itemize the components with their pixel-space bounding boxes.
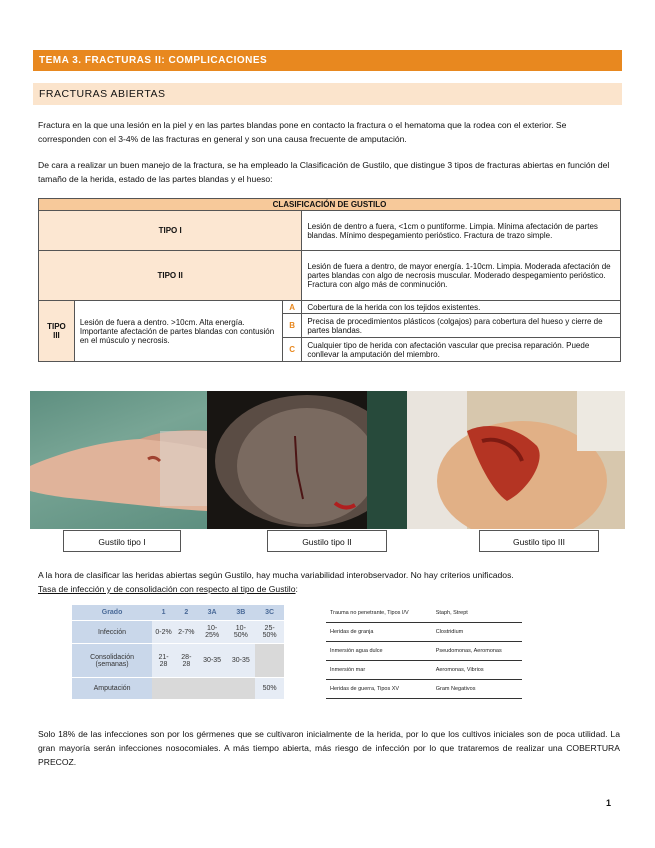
caption-gustilo-tipo-1: Gustilo tipo I bbox=[63, 530, 181, 552]
amputacion-cell: 50% bbox=[255, 678, 284, 700]
infeccion-cell: 0-2% bbox=[152, 621, 175, 644]
rate-heading bbox=[38, 582, 620, 596]
infection-header-3b: 3B bbox=[226, 605, 255, 621]
amputacion-cell bbox=[198, 678, 227, 700]
row-label-consolidacion: Consolidación (semanas) bbox=[72, 644, 152, 678]
microbe-context: Heridas de guerra, Tipos XV bbox=[326, 680, 432, 699]
tipo3-description: Lesión de fuera a dentro. >10cm. Alta energía. Importante afectación de partes blandas con contusión en el músculo y necrosis. bbox=[74, 301, 282, 362]
microbe-organism: Clostridium bbox=[432, 623, 522, 642]
infection-header-3a: 3A bbox=[198, 605, 227, 621]
microbe-organism: Staph, Strept bbox=[432, 604, 522, 623]
microbe-organism: Pseudomonas, Aeromonas bbox=[432, 642, 522, 661]
infeccion-cell: 2-7% bbox=[175, 621, 198, 644]
amputacion-cell bbox=[175, 678, 198, 700]
consolidacion-cell: 30-35 bbox=[226, 644, 255, 678]
microbe-context: Heridas de granja bbox=[326, 623, 432, 642]
photo-gustilo-tipo-3 bbox=[407, 391, 625, 529]
microbe-context: Trauma no penetrante, Tipos I/V bbox=[326, 604, 432, 623]
row-label-infeccion: Infección bbox=[72, 621, 152, 644]
amputacion-cell bbox=[226, 678, 255, 700]
consolidacion-cell: 28-28 bbox=[175, 644, 198, 678]
infection-header-3c: 3C bbox=[255, 605, 284, 621]
gustilo-intro-paragraph: De cara a realizar un buen manejo de la fractura, se ha empleado la Clasificación de Gustilo, que distingue 3 tipos de fracturas abiertas en función del tamaño de la herida, estado de las partes blandas y el hueso: bbox=[38, 160, 610, 184]
tipo3-label: TIPO III bbox=[39, 301, 75, 362]
infeccion-cell: 10-50% bbox=[226, 621, 255, 644]
closing-paragraph-emphasis: COBERTURA PRECOZ. bbox=[38, 743, 620, 767]
subtype-b-letter: B bbox=[282, 314, 301, 338]
intro-paragraph: Fractura en la que una lesión en la piel y en las partes blandas pone en contacto la fractura o el hematoma que la rodea con el exterior. Se corresponden con el 3-4% de las fracturas en general y son una causa frecuente de amputación. bbox=[38, 120, 567, 144]
closing-paragraph-text: Solo 18% de las infecciones son por los gérmenes que se cultivaron inicialmente de la herida, por lo que los cultivos iniciales son de poca utilidad. La gran mayoría serán infecciones nosocomiales. A más tiempo abierta, más riesgo de infección por lo que trataremos de realizar una bbox=[38, 729, 620, 753]
section-title: FRACTURAS ABIERTAS bbox=[33, 83, 622, 105]
row-label-amputacion: Amputación bbox=[72, 678, 152, 700]
subtype-c-letter: C bbox=[282, 338, 301, 362]
tipo1-label: TIPO I bbox=[39, 211, 302, 251]
infection-rate-table bbox=[72, 605, 284, 700]
subtype-b-description: Precisa de procedimientos plásticos (colgajos) para cobertura del hueso y cierre de partes blandas. bbox=[302, 314, 621, 338]
microbe-organism: Gram Negativos bbox=[432, 680, 522, 699]
amputacion-cell bbox=[152, 678, 175, 700]
infeccion-cell: 25-50% bbox=[255, 621, 284, 644]
gustilo-classification-table bbox=[38, 198, 621, 362]
microbe-context: Inmersión agua dulce bbox=[326, 642, 432, 661]
tipo2-label: TIPO II bbox=[39, 251, 302, 301]
microbe-organism: Aeromonas, Vibrios bbox=[432, 661, 522, 680]
tipo1-description: Lesión de dentro a fuera, <1cm o puntiforme. Limpia. Mínima afectación de partes blandas. Mínimo despegamiento perióstico. Fractura de trazo simple. bbox=[302, 211, 621, 251]
photo-gustilo-tipo-1 bbox=[30, 391, 207, 529]
caption-gustilo-tipo-2: Gustilo tipo II bbox=[267, 530, 387, 552]
subtype-c-description: Cualquier tipo de herida con afectación vascular que precisa reparación. Puede conllevar la amputación del miembro. bbox=[302, 338, 621, 362]
closing-paragraph bbox=[38, 727, 620, 769]
gustilo-table-header: CLASIFICACIÓN DE GUSTILO bbox=[39, 199, 621, 211]
consolidacion-cell: 30-35 bbox=[198, 644, 227, 678]
microbe-context: Inmersión mar bbox=[326, 661, 432, 680]
consolidacion-cell bbox=[255, 644, 284, 678]
microbe-table bbox=[326, 604, 522, 699]
page-number: 1 bbox=[606, 798, 612, 808]
chapter-banner: TEMA 3. FRACTURAS II: COMPLICACIONES bbox=[33, 50, 622, 71]
consolidacion-cell: 21-28 bbox=[152, 644, 175, 678]
rate-heading-text: Tasa de infección y de consolidación con respecto al tipo de Gustilo bbox=[38, 584, 296, 594]
infection-header-grado: Grado bbox=[72, 605, 152, 621]
infeccion-cell: 10-25% bbox=[198, 621, 227, 644]
rate-heading-colon: : bbox=[295, 584, 298, 594]
infection-header-1: 1 bbox=[152, 605, 175, 621]
infection-header-2: 2 bbox=[175, 605, 198, 621]
subtype-a-description: Cobertura de la herida con los tejidos existentes. bbox=[302, 301, 621, 314]
photo-gustilo-tipo-2 bbox=[207, 391, 407, 529]
subtype-a-letter: A bbox=[282, 301, 301, 314]
tipo2-description: Lesión de fuera a dentro, de mayor energía. 1-10cm. Limpia. Moderada afectación de partes blandas con algo de necrosis muscular. Moderado despegamiento perióstico. Fractura con algo más de conminución. bbox=[302, 251, 621, 301]
caption-gustilo-tipo-3: Gustilo tipo III bbox=[479, 530, 599, 552]
variability-paragraph: A la hora de clasificar las heridas abiertas según Gustilo, hay mucha variabilidad interobservador. No hay criterios unificados. bbox=[38, 570, 514, 580]
